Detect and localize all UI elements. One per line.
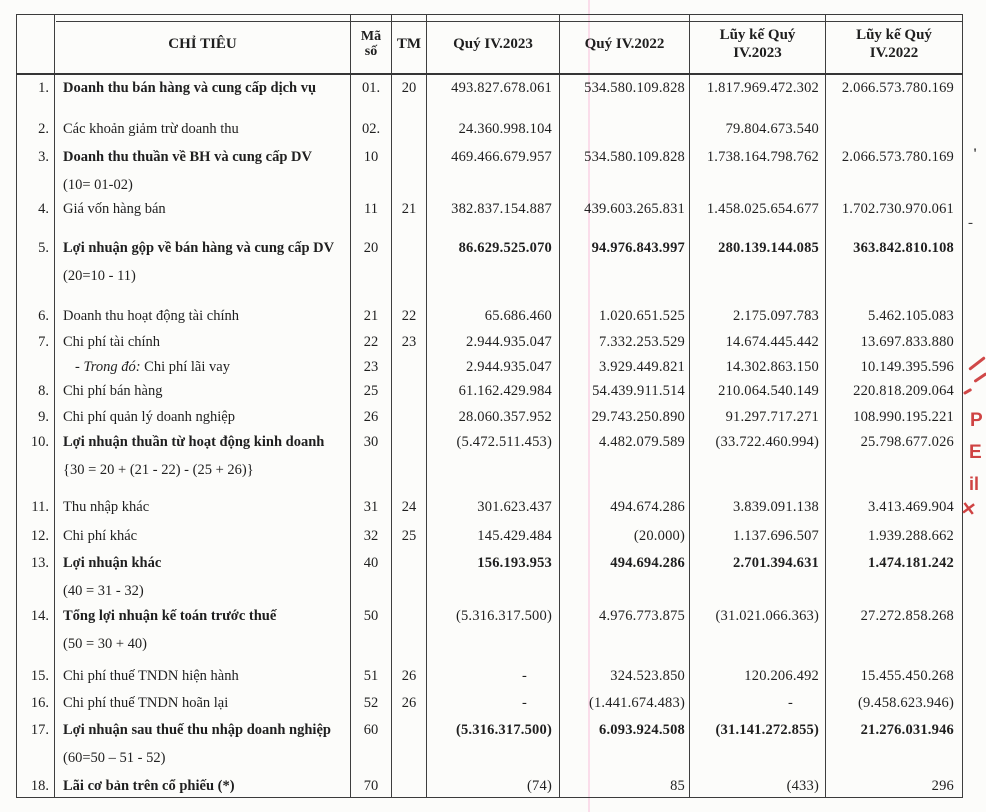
cell-label [55, 603, 351, 663]
header-q4-2022 [560, 15, 690, 75]
label-formula-line: (40 = 31 - 32) [63, 583, 144, 599]
cell-tm [392, 354, 427, 378]
cell-value: 13.697.833.880 [826, 329, 963, 354]
cell-ma-so: 23 [351, 354, 392, 378]
table-row [17, 717, 963, 773]
cell-label [55, 378, 351, 404]
cell-row-number: 3. [17, 144, 55, 196]
cell-value: 14.302.863.150 [690, 354, 826, 378]
label-text: Chi phí thuế TNDN hiện hành [63, 668, 239, 684]
red-stamp-fragment: il [969, 474, 980, 494]
cell-row-number: 8. [17, 378, 55, 404]
cell-label [55, 429, 351, 494]
cell-label [55, 717, 351, 773]
cell-label [55, 196, 351, 235]
cell-value: 1.738.164.798.762 [690, 144, 826, 196]
cell-value: 4.482.079.589 [560, 429, 690, 494]
table-body [17, 74, 963, 797]
label-text: Chi phí lãi vay [144, 359, 230, 375]
cell-value: (5.472.511.453) [427, 429, 560, 494]
cell-tm [392, 404, 427, 429]
cell-value: 108.990.195.221 [826, 404, 963, 429]
label-text: Chi phí khác [63, 528, 138, 544]
cell-value: 1.458.025.654.677 [690, 196, 826, 235]
margin-mark: - [968, 215, 973, 231]
cell-value: 27.272.858.268 [826, 603, 963, 663]
cell-value: 7.332.253.529 [560, 329, 690, 354]
cell-value: 296 [826, 773, 963, 797]
label-text: Chi phí bán hàng [63, 383, 163, 399]
cell-label [55, 773, 351, 797]
cell-tm [392, 429, 427, 494]
cell-value: (433) [690, 773, 826, 797]
cell-tm [392, 116, 427, 144]
cell-value: 29.743.250.890 [560, 404, 690, 429]
cell-value: (33.722.460.994) [690, 429, 826, 494]
cell-ma-so: 11 [351, 196, 392, 235]
cell-value: - [690, 690, 826, 717]
label-text: Lợi nhuận thuần từ hoạt động kinh doanh [63, 434, 325, 450]
cell-value: 1.939.288.662 [826, 523, 963, 550]
cell-value [560, 116, 690, 144]
header-q4-2023 [427, 15, 560, 75]
cell-value: 301.623.437 [427, 494, 560, 523]
table-row [17, 663, 963, 690]
cell-value: 220.818.209.064 [826, 378, 963, 404]
cell-value: 2.944.935.047 [427, 354, 560, 378]
cell-ma-so: 26 [351, 404, 392, 429]
header-luy-ke-2023 [690, 15, 826, 75]
cell-value: 4.976.773.875 [560, 603, 690, 663]
cell-value: 156.193.953 [427, 550, 560, 603]
cell-label [55, 690, 351, 717]
cell-value: 91.297.717.271 [690, 404, 826, 429]
cell-value: 1.702.730.970.061 [826, 196, 963, 235]
cell-value: 3.929.449.821 [560, 354, 690, 378]
cell-ma-so: 22 [351, 329, 392, 354]
label-text: Các khoản giảm trừ doanh thu [63, 121, 239, 137]
cell-value: 120.206.492 [690, 663, 826, 690]
cell-value: - [427, 663, 560, 690]
cell-value: 24.360.998.104 [427, 116, 560, 144]
header-label: Mã [360, 29, 382, 44]
cell-tm: 26 [392, 690, 427, 717]
cell-value: (31.021.066.363) [690, 603, 826, 663]
cell-value: 324.523.850 [560, 663, 690, 690]
cell-row-number: 7. [17, 329, 55, 354]
cell-label [55, 329, 351, 354]
cell-ma-so: 60 [351, 717, 392, 773]
table-row [17, 690, 963, 717]
cell-value: 25.798.677.026 [826, 429, 963, 494]
header-luy-ke-2022 [826, 15, 963, 75]
label-text: Tổng lợi nhuận kế toán trước thuế [63, 608, 277, 624]
label-formula-line: {30 = 20 + (21 - 22) - (25 + 26)} [63, 462, 254, 478]
label-text: Chi phí quản lý doanh nghiệp [63, 409, 235, 425]
cell-label [55, 523, 351, 550]
cell-value: 493.827.678.061 [427, 74, 560, 116]
cell-value: 2.066.573.780.169 [826, 144, 963, 196]
cell-value: 534.580.109.828 [560, 74, 690, 116]
label-text: Thu nhập khác [63, 499, 150, 515]
table-row [17, 550, 963, 603]
cell-tm: 23 [392, 329, 427, 354]
table-row [17, 235, 963, 303]
label-formula-line: (50 = 30 + 40) [63, 636, 148, 652]
table-row [17, 773, 963, 797]
cell-label [55, 235, 351, 303]
stamp-stroke [963, 388, 972, 395]
cell-label [55, 116, 351, 144]
cell-value: 3.413.469.904 [826, 494, 963, 523]
cell-row-number: 10. [17, 429, 55, 494]
label-text: Doanh thu bán hàng và cung cấp dịch vụ [63, 80, 317, 96]
cell-tm [392, 144, 427, 196]
cell-ma-so: 21 [351, 303, 392, 329]
cell-value: (20.000) [560, 523, 690, 550]
cell-value: 21.276.031.946 [826, 717, 963, 773]
cell-value: 85 [560, 773, 690, 797]
cell-tm [392, 717, 427, 773]
table-row [17, 196, 963, 235]
red-stamp-fragment: ✕ [959, 498, 978, 520]
cell-value: (74) [427, 773, 560, 797]
cell-label [55, 404, 351, 429]
cell-value: 3.839.091.138 [690, 494, 826, 523]
cell-value: (31.141.272.855) [690, 717, 826, 773]
cell-label [55, 494, 351, 523]
cell-value: (5.316.317.500) [427, 717, 560, 773]
cell-value: (5.316.317.500) [427, 603, 560, 663]
cell-value: 363.842.810.108 [826, 235, 963, 303]
header-label: Quý IV.2023 [453, 36, 533, 52]
cell-row-number: 5. [17, 235, 55, 303]
cell-label [55, 354, 351, 378]
cell-value [826, 116, 963, 144]
label-text: Chi phí tài chính [63, 334, 161, 350]
cell-value: 2.066.573.780.169 [826, 74, 963, 116]
cell-row-number: 6. [17, 303, 55, 329]
cell-value: 2.701.394.631 [690, 550, 826, 603]
cell-value: 2.944.935.047 [427, 329, 560, 354]
cell-tm: 26 [392, 663, 427, 690]
cell-row-number [17, 354, 55, 378]
cell-ma-so: 52 [351, 690, 392, 717]
cell-tm: 20 [392, 74, 427, 116]
header-label: TM [396, 36, 422, 52]
cell-ma-so: 20 [351, 235, 392, 303]
table-row [17, 144, 963, 196]
table-row [17, 74, 963, 116]
header-ma-so [351, 15, 392, 75]
cell-value: 14.674.445.442 [690, 329, 826, 354]
cell-ma-so: 02. [351, 116, 392, 144]
cell-value: 280.139.144.085 [690, 235, 826, 303]
red-stamp-fragment: P [970, 410, 983, 431]
table-row [17, 494, 963, 523]
cell-value: 494.694.286 [560, 550, 690, 603]
cell-value: 28.060.357.952 [427, 404, 560, 429]
header-label: Quý IV.2022 [584, 36, 665, 52]
cell-ma-so: 51 [351, 663, 392, 690]
cell-value: 65.686.460 [427, 303, 560, 329]
cell-tm [392, 378, 427, 404]
cell-tm: 24 [392, 494, 427, 523]
table-header-row [17, 15, 963, 75]
stamp-stroke [968, 356, 986, 371]
cell-value: 5.462.105.083 [826, 303, 963, 329]
cell-value: 61.162.429.984 [427, 378, 560, 404]
cell-value: 1.137.696.507 [690, 523, 826, 550]
label-text: Lợi nhuận khác [63, 555, 162, 571]
cell-ma-so: 40 [351, 550, 392, 603]
financial-table [16, 14, 963, 798]
cell-row-number: 9. [17, 404, 55, 429]
cell-value: (1.441.674.483) [560, 690, 690, 717]
cell-label [55, 663, 351, 690]
cell-value: 210.064.540.149 [690, 378, 826, 404]
table-row [17, 354, 963, 378]
cell-value: 86.629.525.070 [427, 235, 560, 303]
cell-row-number: 11. [17, 494, 55, 523]
header-label: Lũy kế Quý [719, 27, 796, 43]
cell-value: - [427, 690, 560, 717]
label-formula-line: (20=10 - 11) [63, 268, 136, 284]
cell-row-number: 4. [17, 196, 55, 235]
label-text: Lợi nhuận gộp về bán hàng và cung cấp DV [63, 240, 335, 256]
cell-row-number: 14. [17, 603, 55, 663]
header-tm [392, 15, 427, 75]
cell-ma-so: 32 [351, 523, 392, 550]
cell-label [55, 303, 351, 329]
cell-value: 10.149.395.596 [826, 354, 963, 378]
cell-row-number: 17. [17, 717, 55, 773]
cell-value: 145.429.484 [427, 523, 560, 550]
cell-tm [392, 235, 427, 303]
cell-row-number: 18. [17, 773, 55, 797]
cell-label [55, 144, 351, 196]
table-row [17, 523, 963, 550]
cell-value: (9.458.623.946) [826, 690, 963, 717]
cell-tm [392, 603, 427, 663]
cell-value: 469.466.679.957 [427, 144, 560, 196]
cell-value: 1.474.181.242 [826, 550, 963, 603]
label-text: Lãi cơ bản trên cổ phiếu (*) [63, 778, 235, 794]
cell-ma-so: 31 [351, 494, 392, 523]
header-label: Lũy kế Quý [856, 27, 932, 43]
table-row [17, 329, 963, 354]
cell-label [55, 550, 351, 603]
cell-value: 1.020.651.525 [560, 303, 690, 329]
header-label: IV.2023 [733, 45, 782, 61]
cell-value: 1.817.969.472.302 [690, 74, 826, 116]
header-label: CHỈ TIÊU [168, 36, 237, 52]
label-formula-line: (60=50 – 51 - 52) [63, 750, 166, 766]
cell-value: 382.837.154.887 [427, 196, 560, 235]
cell-ma-so: 25 [351, 378, 392, 404]
cell-value: 439.603.265.831 [560, 196, 690, 235]
table-row [17, 116, 963, 144]
margin-mark: ' [973, 146, 978, 162]
cell-value: 94.976.843.997 [560, 235, 690, 303]
table-row [17, 404, 963, 429]
cell-value: 534.580.109.828 [560, 144, 690, 196]
header-row-number [17, 15, 55, 75]
label-text: Giá vốn hàng bán [63, 201, 166, 217]
table-row [17, 603, 963, 663]
cell-ma-so: 50 [351, 603, 392, 663]
cell-ma-so: 30 [351, 429, 392, 494]
label-formula-line: (10= 01-02) [63, 177, 133, 193]
cell-ma-so: 70 [351, 773, 392, 797]
cell-value: 494.674.286 [560, 494, 690, 523]
table-row [17, 429, 963, 494]
label-text: Doanh thu thuần về BH và cung cấp DV [63, 149, 312, 165]
label-text: Doanh thu hoạt động tài chính [63, 308, 239, 324]
stamp-stroke [973, 372, 986, 383]
cell-value: 2.175.097.783 [690, 303, 826, 329]
label-text: Lợi nhuận sau thuế thu nhập doanh nghiệp [63, 722, 331, 738]
table-row [17, 378, 963, 404]
red-stamp-fragment: E [969, 442, 982, 463]
cell-tm [392, 773, 427, 797]
cell-tm: 22 [392, 303, 427, 329]
cell-row-number: 2. [17, 116, 55, 144]
cell-value: 79.804.673.540 [690, 116, 826, 144]
cell-value: 15.455.450.268 [826, 663, 963, 690]
header-chi-tieu [55, 15, 351, 75]
cell-row-number: 1. [17, 74, 55, 116]
cell-tm: 25 [392, 523, 427, 550]
cell-ma-so: 10 [351, 144, 392, 196]
label-text: Chi phí thuế TNDN hoãn lại [63, 695, 229, 711]
cell-ma-so: 01. [351, 74, 392, 116]
cell-value: 54.439.911.514 [560, 378, 690, 404]
cell-tm: 21 [392, 196, 427, 235]
table-row [17, 303, 963, 329]
cell-row-number: 16. [17, 690, 55, 717]
header-label: số [364, 44, 378, 59]
cell-row-number: 12. [17, 523, 55, 550]
cell-row-number: 15. [17, 663, 55, 690]
cell-label [55, 74, 351, 116]
header-label: IV.2022 [869, 45, 919, 61]
label-italic-prefix: - Trong đó: [75, 359, 145, 375]
cell-row-number: 13. [17, 550, 55, 603]
cell-value: 6.093.924.508 [560, 717, 690, 773]
cell-tm [392, 550, 427, 603]
